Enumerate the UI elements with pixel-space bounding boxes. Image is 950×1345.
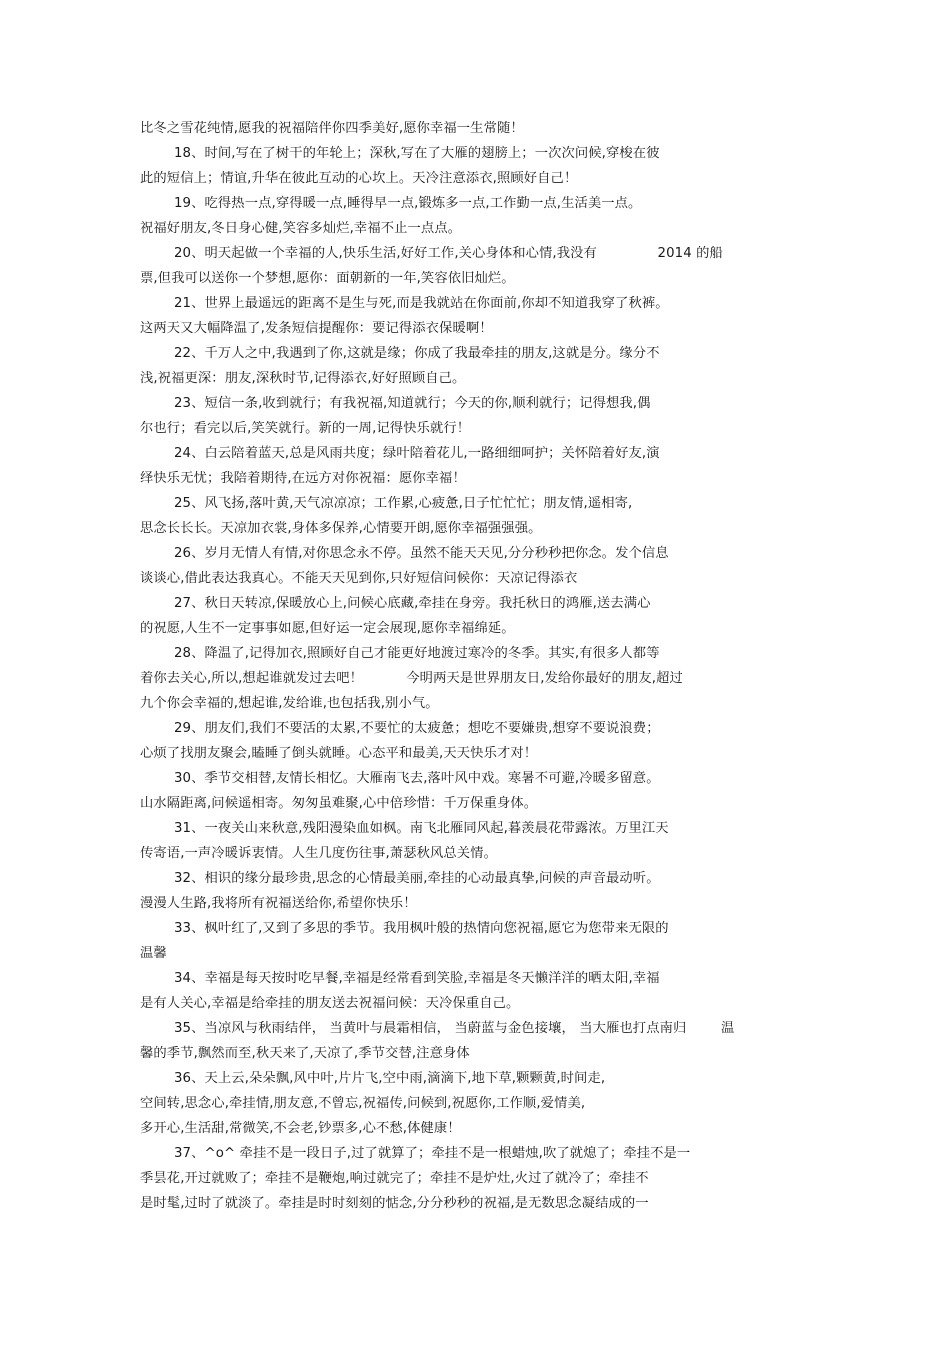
text-line: 传寄语,一声冷暖诉衷情。人生几度伤往事,萧瑟秋风总关情。 [140,846,497,861]
text-line: 24、白云陪着蓝天,总是风雨共度；绿叶陪着花儿,一路细细呵护；关怀陪着好友,演 [174,446,660,461]
text-line: 是时髦,过时了就淡了。牵挂是时时刻刻的惦念,分分秒秒的祝福,是无数思念凝结成的一 [140,1196,649,1211]
text-line: 25、风飞扬,落叶黄,天气凉凉凉；工作累,心疲惫,日子忙忙忙；朋友情,遥相寄, [174,496,633,511]
text-line: 思念长长长。天凉加衣裳,身体多保养,心情要开朗,愿你幸福强强强。 [140,521,542,536]
text-line: 22、千万人之中,我遇到了你,这就是缘；你成了我最牵挂的朋友,这就是分。缘分不 [174,346,660,361]
text-line: 比冬之雪花纯情,愿我的祝福陪伴你四季美好,愿你幸福一生常随！ [140,121,524,136]
text-line: 19、吃得热一点,穿得暖一点,睡得早一点,锻炼多一点,工作勤一点,生活美一点。 [174,196,642,211]
text-line: 九个你会幸福的,想起谁,发给谁,也包括我,别小气。 [140,696,439,711]
text-line: 27、秋日天转凉,保暖放心上,问候心底藏,牵挂在身旁。我托秋日的鸿雁,送去满心 [174,596,651,611]
text-line: 26、岁月无情人有情,对你思念永不停。虽然不能天天见,分分秒秒把你念。发个信息 [174,546,669,561]
text-line: 37、^o^ 牵挂不是一段日子,过了就算了；牵挂不是一根蜡烛,吹了就熄了；牵挂不是一 [174,1146,691,1161]
text-line: 此的短信上；情谊,升华在彼此互动的心坎上。天冷注意添衣,照顾好自己！ [140,171,578,186]
text-line: 季昙花,开过就败了；牵挂不是鞭炮,响过就完了；牵挂不是炉灶,火过了就冷了；牵挂不 [140,1171,649,1186]
text-line: 23、短信一条,收到就行；有我祝福,知道就行；今天的你,顺利就行；记得想我,偶 [174,396,651,411]
text-line: 谈谈心,借此表达我真心。不能天天见到你,只好短信问候你：天凉记得添衣 [140,571,578,586]
text-line: 34、幸福是每天按时吃早餐,幸福是经常看到笑脸,幸福是冬天懒洋洋的晒太阳,幸福 [174,971,660,986]
text-line: 山水隔距离,问候遥相寄。匆匆虽难聚,心中倍珍惜：千万保重身体。 [140,796,538,811]
text-line: 30、季节交相替,友情长相忆。大雁南飞去,落叶风中戏。寒暑不可避,冷暖多留意。 [174,771,660,786]
text-line: 票,但我可以送你一个梦想,愿你：面朝新的一年,笑容依旧灿烂。 [140,271,515,286]
text-line: 漫漫人生路,我将所有祝福送给你,希望你快乐！ [140,896,417,911]
text-line: 32、相识的缘分最珍贵,思念的心情最美丽,牵挂的心动最真挚,问候的声音最动听。 [174,871,660,886]
text-line: 空间转,思念心,牵挂情,朋友意,不曾忘,祝福传,问候到,祝愿你,工作顺,爱情美, [140,1096,586,1111]
text-line: 31、一夜关山来秋意,残阳漫染血如枫。南飞北雁同风起,暮羡晨花带露浓。万里江天 [174,821,669,836]
text-line: 28、降温了,记得加衣,照顾好自己才能更好地渡过寒冷的冬季。其实,有很多人都等 [174,646,660,661]
text-line: 着你去关心,所以,想起谁就发过去吧！ 今明两天是世界朋友日,发给你最好的朋友,超过 [140,671,683,686]
text-line: 29、朋友们,我们不要活的太累,不要忙的太疲惫；想吃不要嫌贵,想穿不要说浪费； [174,721,660,736]
text-line: 这两天又大幅降温了,发条短信提醒你：要记得添衣保暖啊！ [140,321,493,336]
text-line: 温馨 [140,946,167,961]
text-line: 心烦了找朋友聚会,瞌睡了倒头就睡。心态平和最美,天天快乐才对！ [140,746,538,761]
text-line: 多开心,生活甜,常微笑,不会老,钞票多,心不愁,体健康！ [140,1121,461,1136]
text-line: 33、枫叶红了,又到了多思的季节。我用枫叶般的热情向您祝福,愿它为您带来无限的 [174,921,669,936]
text-line: 的祝愿,人生不一定事事如愿,但好运一定会展现,愿你幸福绵延。 [140,621,515,636]
text-line: 35、当凉风与秋雨结伴， 当黄叶与晨霜相信， 当蔚蓝与金色接壤， 当大雁也打点南归 温 [174,1021,735,1036]
text-line: 绎快乐无忧；我陪着期待,在远方对你祝福：愿你幸福！ [140,471,466,486]
text-line: 36、天上云,朵朵飘,风中叶,片片飞,空中雨,滴滴下,地下草,颗颗黄,时间走, [174,1071,606,1086]
text-line: 是有人关心,幸福是给牵挂的朋友送去祝福问候：天冷保重自己。 [140,996,520,1011]
text-line: 尔也行；看完以后,笑笑就行。新的一周,记得快乐就行！ [140,421,471,436]
text-line: 祝福好朋友,冬日身心健,笑容多灿烂,幸福不止一点点。 [140,221,462,236]
text-line: 浅,祝福更深：朋友,深秋时节,记得添衣,好好照顾自己。 [140,371,466,386]
text-line: 18、时间,写在了树干的年轮上；深秋,写在了大雁的翅膀上；一次次问候,穿梭在彼 [174,146,660,161]
text-line: 21、世界上最遥远的距离不是生与死,而是我就站在你面前,你却不知道我穿了秋裤。 [174,296,669,311]
text-line: 馨的季节,飘然而至,秋天来了,天凉了,季节交替,注意身体 [140,1046,470,1061]
text-line: 20、明天起做一个幸福的人,快乐生活,好好工作,关心身体和心情,我没有 2014 的船 [174,246,723,261]
